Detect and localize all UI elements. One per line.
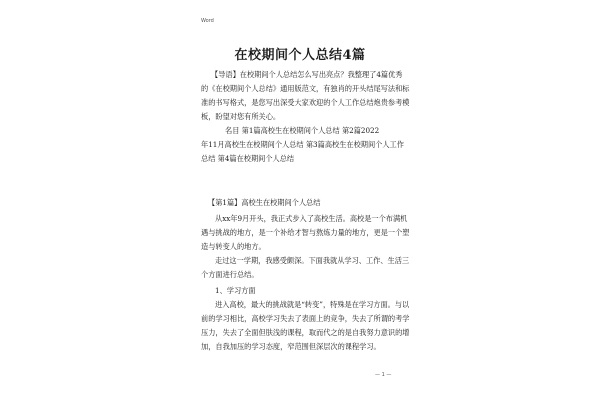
- body-line: 压力，失去了全面但肤浅的课程，取而代之的是自我努力意识的增: [201, 328, 410, 337]
- body-line: 进入高校，最大的挑战就是“转变”，特殊是在学习方面。与以: [215, 300, 410, 309]
- body-line: 前的学习相比，高校学习失去了表面上的竞争，失去了所谓的考学: [201, 314, 410, 323]
- toc-line: 名目 第1篇高校生在校期间个人总结 第2篇2022: [225, 126, 380, 135]
- intro-line: 【导语】在校期间个人总结怎么写出亮点？我整理了4篇优秀: [211, 70, 403, 79]
- toc-line: 年11月高校生在校期间个人总结 第3篇高校生在校期间个人工作: [201, 140, 404, 149]
- intro-line: 准的书写格式，是您写出深受大家欢迎的个人工作总结炮贵参考模: [201, 98, 410, 107]
- subsection-heading: 1、学习方面: [215, 286, 256, 295]
- body-line: 走过这一学期，我感受颇深。下面我就从学习、工作、生活三: [215, 256, 410, 265]
- toc-line: 总结 第4篇在校期间个人总结: [201, 154, 295, 163]
- body-line: 个方面进行总结。: [201, 270, 259, 279]
- body-line: 从xx年9月开头，我正式步入了高校生活。高校是一个布满机: [215, 214, 408, 223]
- page-number: — 1 —: [375, 372, 392, 378]
- body-line: 加，自我加压的学习态度，窄范围但深层次的课程学习。: [201, 342, 381, 351]
- body-line: 造与转变人的地方。: [201, 242, 266, 251]
- body-line: 遇与挑战的地方，是一个补给才智与熬炼力量的地方，更是一个塑: [201, 228, 410, 237]
- document-title: 在校期间个人总结4篇: [234, 48, 366, 63]
- section-heading: 【第1篇】高校生在校期间个人总结: [208, 198, 321, 207]
- header-app-label: Word: [201, 18, 214, 24]
- intro-line: 板，盼望对您有所关心。: [201, 112, 281, 121]
- intro-line: 的《在校期间个人总结》通用版范文，有独肖的开头结尾写法和标: [201, 84, 410, 93]
